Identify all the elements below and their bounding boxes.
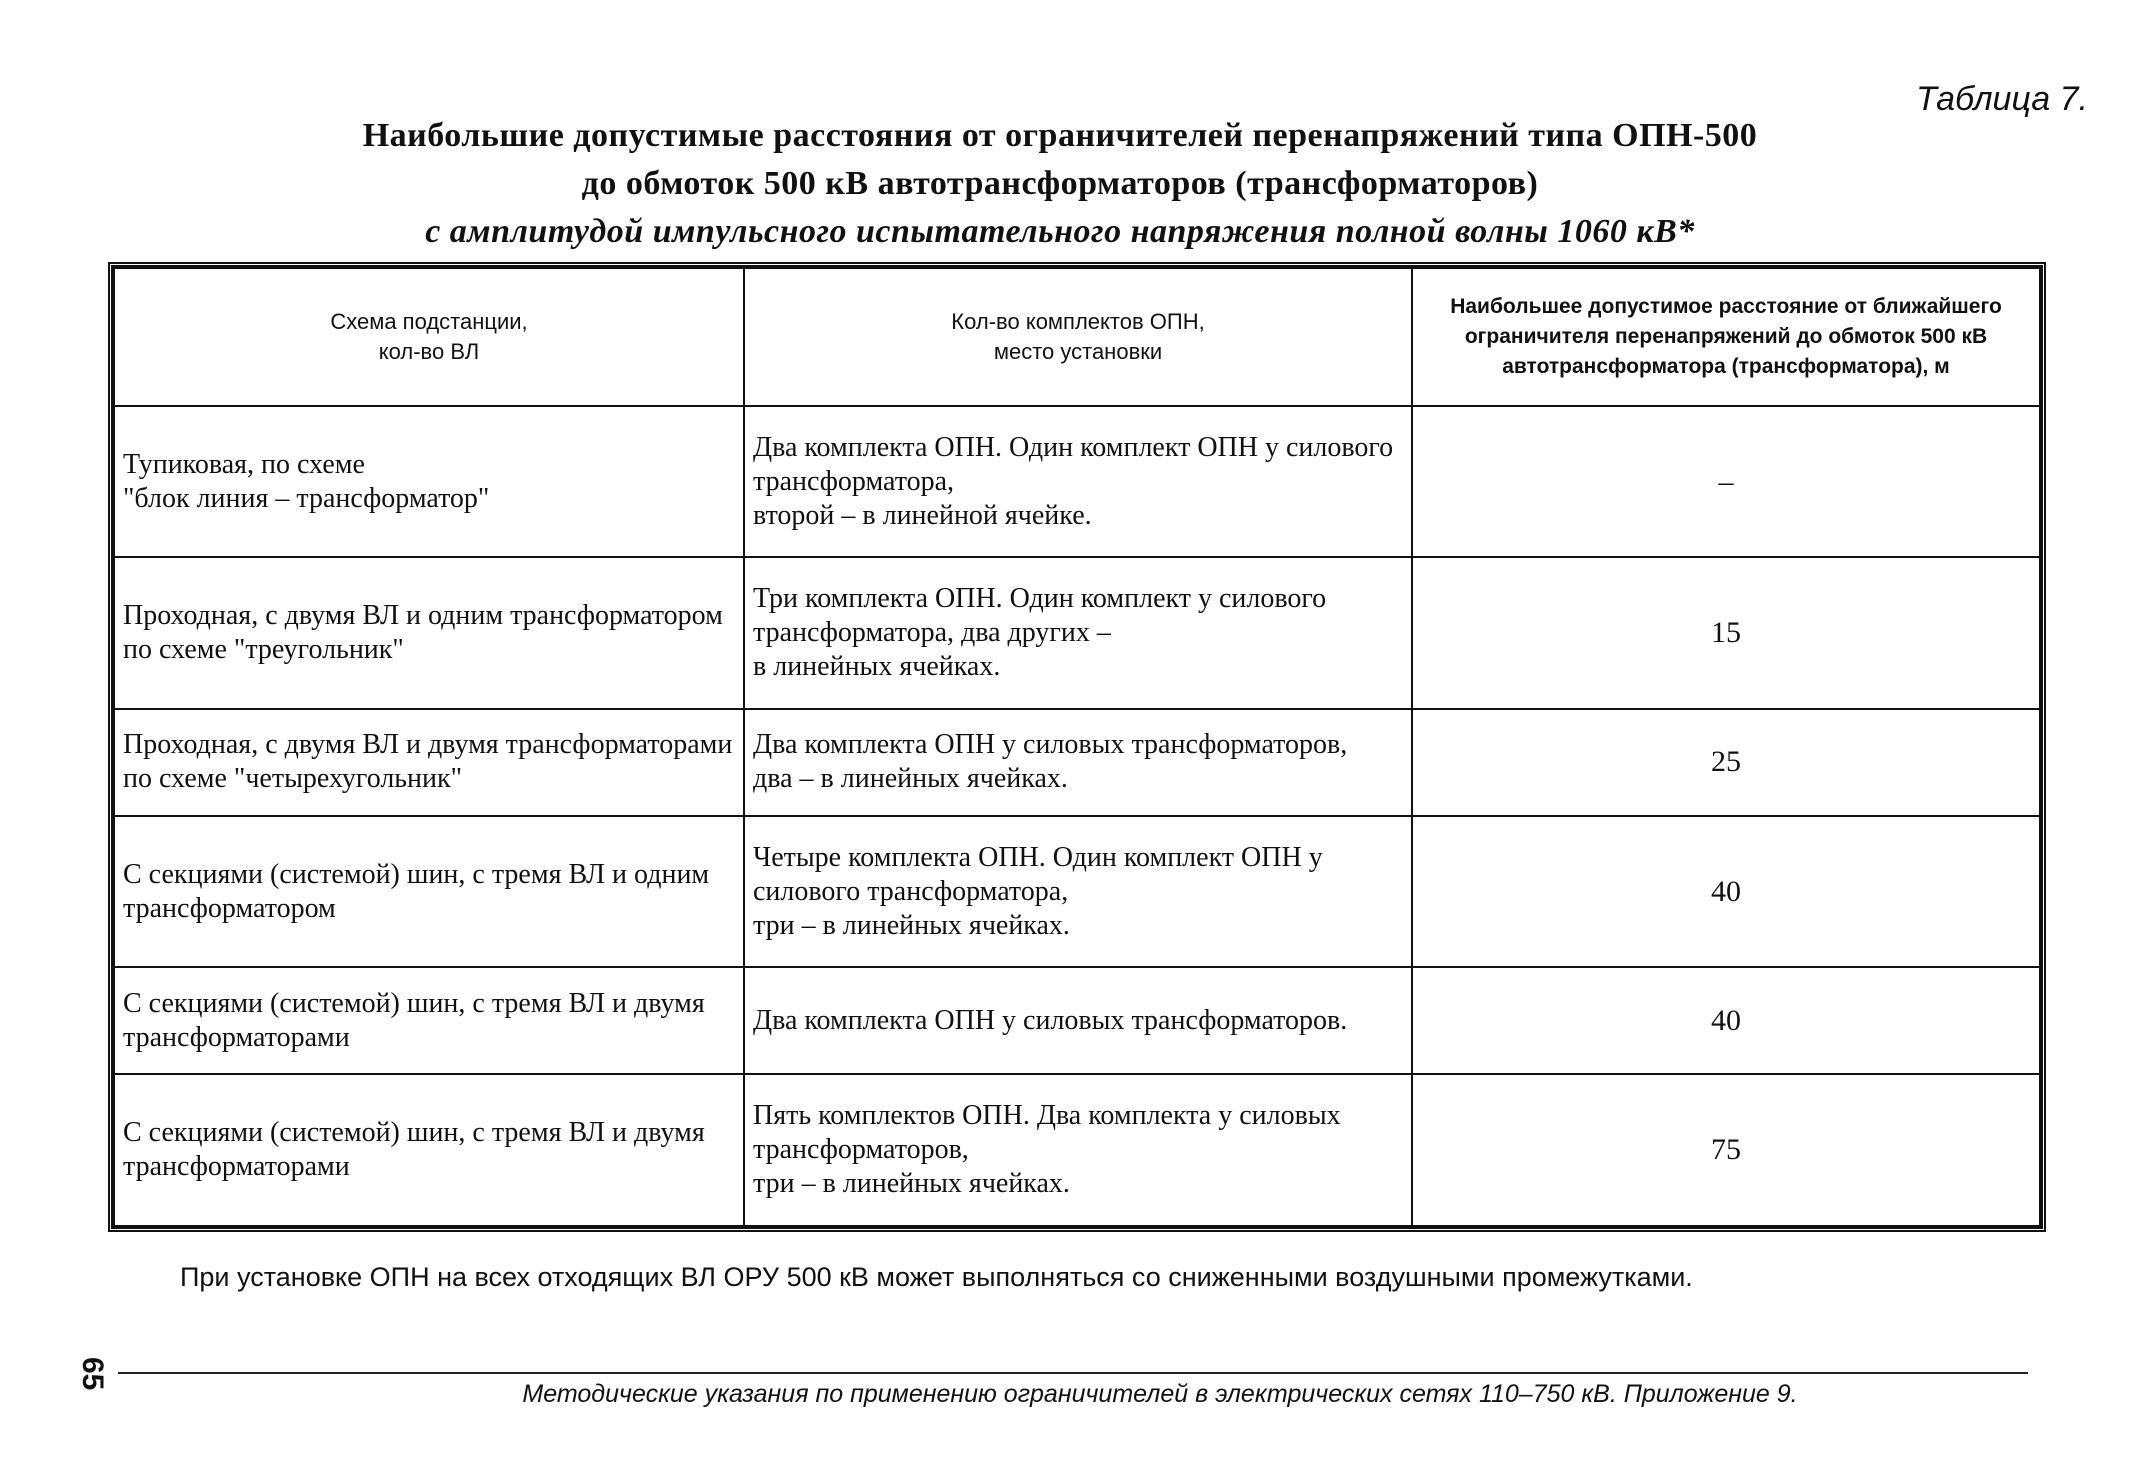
table-row	[114, 709, 2040, 816]
footer-text: Методические указания по применению ограничителей в электрических сетях 110–750 кВ. Приложение 9.	[522, 1380, 1798, 1408]
cell-sets: Три комплекта ОПН. Один комплект у силового трансформатора, два других – в линейных ячейках.	[744, 557, 1412, 708]
cell-distance: –	[1412, 406, 2040, 557]
footnote: При установке ОПН на всех отходящих ВЛ ОРУ 500 кВ может выполняться со сниженными воздушными промежутками.	[180, 1262, 1693, 1292]
cell-distance: 15	[1412, 557, 2040, 708]
cell-scheme: Тупиковая, по схеме "блок линия – трансформатор"	[114, 406, 744, 557]
header-distance: Наибольшее допустимое расстояние от ближайшего ограничителя перенапряжений до обмоток 500 кВ автотрансформатора (трансформатора), м	[1412, 268, 2040, 406]
table-row	[114, 967, 2040, 1074]
cell-distance: 40	[1412, 967, 2040, 1074]
cell-scheme: Проходная, с двумя ВЛ и двумя трансформаторами по схеме "четырехугольник"	[114, 709, 744, 816]
cell-sets: Два комплекта ОПН у силовых трансформаторов, два – в линейных ячейках.	[744, 709, 1412, 816]
cell-scheme: Проходная, с двумя ВЛ и одним трансформатором по схеме "треугольник"	[114, 557, 744, 708]
cell-sets: Два комплекта ОПН. Один комплект ОПН у силового трансформатора, второй – в линейной ячейке.	[744, 406, 1412, 557]
header-scheme: Схема подстанции, кол-во ВЛ	[114, 268, 744, 406]
footer-divider	[118, 1372, 2028, 1374]
table-row	[114, 406, 2040, 557]
cell-scheme: С секциями (системой) шин, с тремя ВЛ и одним трансформатором	[114, 816, 744, 967]
header-sets: Кол-во комплектов ОПН, место установки	[744, 268, 1412, 406]
cell-scheme: С секциями (системой) шин, с тремя ВЛ и двумя трансформаторами	[114, 1074, 744, 1226]
cell-distance: 75	[1412, 1074, 2040, 1226]
cell-sets: Четыре комплекта ОПН. Один комплект ОПН у силового трансформатора, три – в линейных ячейках.	[744, 816, 1412, 967]
table-title	[300, 112, 1820, 256]
header-row	[114, 268, 2040, 406]
table-row	[114, 816, 2040, 967]
cell-scheme: С секциями (системой) шин, с тремя ВЛ и двумя трансформаторами	[114, 967, 744, 1074]
table-label: Таблица 7.	[1916, 80, 2088, 118]
page-number: 65	[76, 1357, 109, 1391]
data-table-frame	[108, 262, 2046, 1232]
cell-sets: Пять комплектов ОПН. Два комплекта у силовых трансформаторов, три – в линейных ячейках.	[744, 1074, 1412, 1226]
cell-sets: Два комплекта ОПН у силовых трансформаторов.	[744, 967, 1412, 1074]
data-table	[113, 267, 2041, 1227]
title-line-3: с амплитудой импульсного испытательного напряжения полной волны 1060 кВ*	[425, 213, 1695, 250]
table-row	[114, 557, 2040, 708]
cell-distance: 25	[1412, 709, 2040, 816]
title-line-1: Наибольшие допустимые расстояния от ограничителей перенапряжений типа ОПН-500	[362, 117, 1758, 154]
cell-distance: 40	[1412, 816, 2040, 967]
title-line-2: до обмоток 500 кВ автотрансформаторов (трансформаторов)	[581, 165, 1539, 202]
table-row	[114, 1074, 2040, 1226]
